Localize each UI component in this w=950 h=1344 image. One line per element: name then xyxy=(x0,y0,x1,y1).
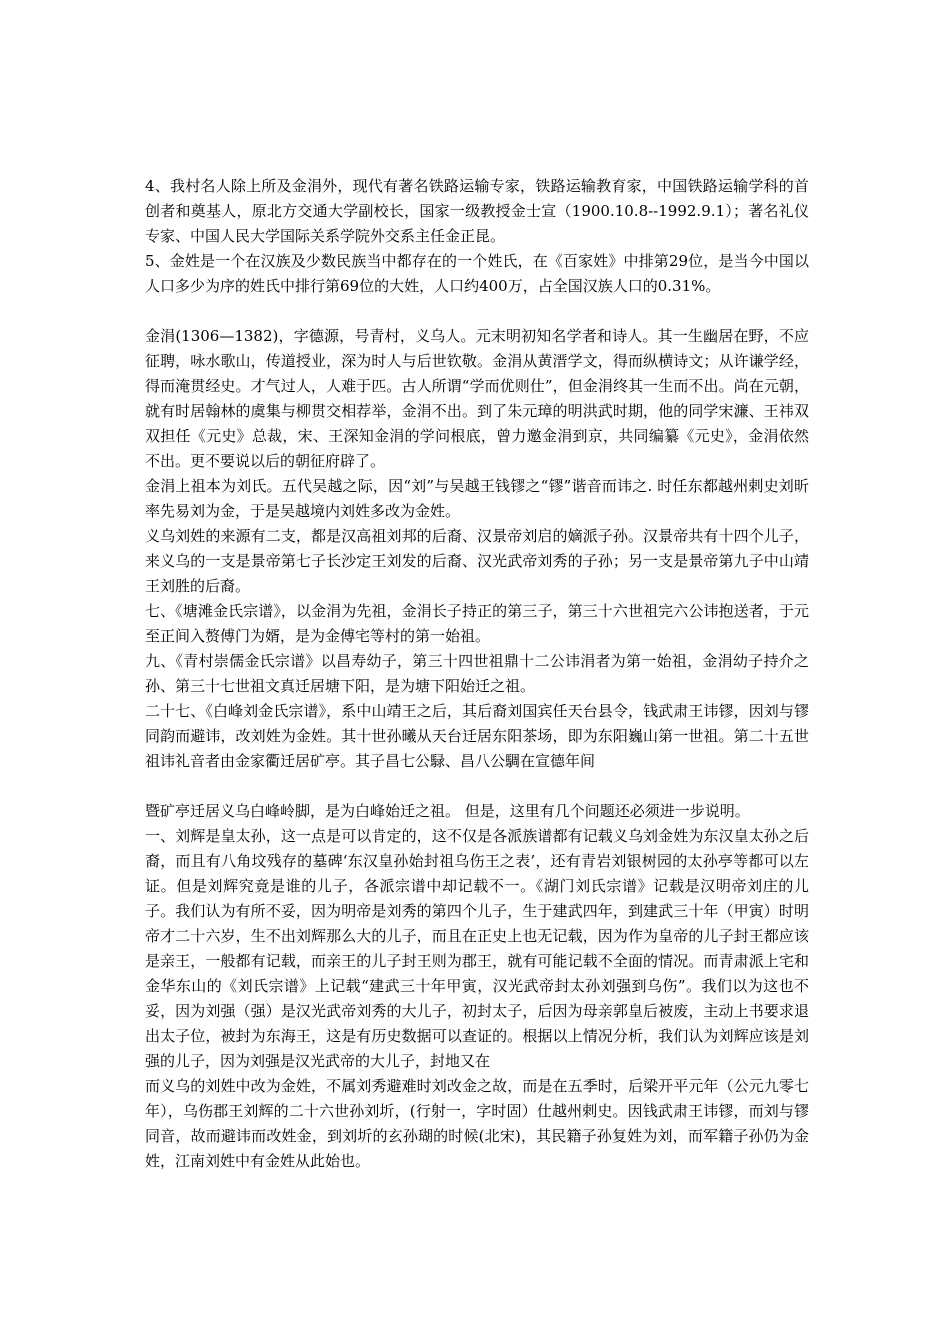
paragraph-surname-change: 而义乌的刘姓中改为金姓，不属刘秀避难时刘改金之故，而是在五季时，后梁开平元年（公元九零七年），乌伤郡王刘辉的二十六世孙刘圻，(行射一，字时固）仕越州剌史。因钱武肃王讳镠，而刘与镠同音，故而避讳而改姓金，到刘圻的玄孙瑚的时候(北宋)，其民籍子孙复姓为刘，而军籍子孙仍为金姓，江南刘姓中有金姓从此始也。 xyxy=(145,1077,809,1170)
paragraph-baifeng-genealogy: 二十七、《白峰刘金氏宗谱》，系中山靖王之后，其后裔刘国宾任天台县令，钱武肃王讳镠，因刘与镠同韵而避讳，改刘姓为金姓。其十世孙曦从天台迁居东阳茶场，即为东阳巍山第一世祖。第二十五世祖讳礼音者由金家衢迁居矿亭。其子昌七公騄、昌八公騆在宣德年间 xyxy=(145,702,809,770)
paragraph-famous-people: 4、我村名人除上所及金涓外，现代有著名铁路运输专家，铁路运输教育家，中国铁路运输学科的首创者和奠基人，原北方交通大学副校长，国家一级教授金士宣（1900.10.8--1992.9.1）；著名礼仪专家、中国人民大学国际关系学院外交系主任金正昆。 xyxy=(145,177,809,245)
paragraph-tangtan-genealogy: 七、《塘滩金氏宗谱》，以金涓为先祖，金涓长子持正的第三子，第三十六世祖完六公讳抱送者，于元至正间入赘傅门为婿，是为金傅宅等村的第一始祖。 xyxy=(145,602,809,645)
paragraph-liu-hui-analysis: 一、刘辉是皇太孙，这一点是可以肯定的，这不仅是各派族谱都有记载义乌刘金姓为东汉皇太孙之后裔，而且有八角坟残存的墓碑‘东汉皇孙始封祖乌伤王之表’，还有青岩刘银树园的太孙亭等都可以左证。但是刘辉究竟是谁的儿子，各派宗谱中却记载不一。《湖门刘氏宗谱》记载是汉明帝刘庄的儿子。我们认为有所不妥，因为明帝是刘秀的第四个儿子，生于建武四年，到建武三十年（甲寅）时明帝才二十六岁，生不出刘辉那么大的儿子，而且在正史上也无记载，因为作为皇帝的儿子封王都应该是亲王，一般都有记载，而亲王的儿子封王则为郡王，就有可能记载不全面的情况。而青肃派上宅和金华东山的《刘氏宗谱》上记载“建武三十年甲寅，汉光武帝封太孙刘强到乌伤”。我们以为这也不妥，因为刘强（强）是汉光武帝刘秀的大儿子，初封太子，后因为母亲郭皇后被废，主动上书要求退出太子位，被封为东海王，这是有历史数据可以查证的。根据以上情况分析，我们认为刘辉应该是刘强的儿子，因为刘强是汉光武帝的大儿子，封地又在 xyxy=(145,827,809,1070)
paragraph-jin-juan-ancestry: 金涓上祖本为刘氏。五代吴越之际，因“刘”与吴越王钱镠之“镠”谐音而讳之. 时任东都越州剌史刘昕率先易刘为金，于是吴越境内刘姓多改为金姓。 xyxy=(145,477,809,520)
paragraph-baifeng-migration: 暨矿亭迁居义乌白峰岭脚，是为白峰始迁之祖。 但是，这里有几个问题还必须进一步说明。 xyxy=(145,802,750,820)
paragraph-qingcun-genealogy: 九、《青村崇儒金氏宗谱》以昌寿幼子，第三十四世祖鼎十二公讳涓者为第一始祖，金涓幼子持介之孙、第三十七世祖文真迁居塘下阳，是为塘下阳始迁之祖。 xyxy=(145,652,809,695)
paragraph-spacer xyxy=(145,299,809,324)
paragraph-spacer xyxy=(145,774,809,799)
paragraph-jin-surname: 5、金姓是一个在汉族及少数民族当中都存在的一个姓氏，在《百家姓》中排第29位，是当今中国以人口多少为序的姓氏中排行第69位的大姓，人口约400万，占全国汉族人口的0.31%。 xyxy=(145,252,809,295)
document-body xyxy=(145,174,809,1174)
paragraph-jin-juan-biography: 金涓(1306—1382)，字德源，号青村，义乌人。元末明初知名学者和诗人。其一生幽居在野，不应征聘，咏水歌山，传道授业，深为时人与后世钦敬。金涓从黄溍学文，得而纵横诗文；从许谦学经，得而淹贯经史。才气过人，人难于匹。古人所谓“学而优则仕”，但金涓终其一生而不出。尚在元朝，就有时居翰林的虞集与柳贯交相荐举，金涓不出。到了朱元璋的明洪武时期，他的同学宋濂、王祎双双担任《元史》总裁，宋、王深知金涓的学问根底，曾力邀金涓到京，共同编纂《元史》，金涓依然不出。更不要说以后的朝征府辟了。 xyxy=(145,327,809,470)
paragraph-yiwu-liu-origin: 义乌刘姓的来源有二支，都是汉高祖刘邦的后裔、汉景帝刘启的嫡派子孙。汉景帝共有十四个儿子，来义乌的一支是景帝第七子长沙定王刘发的后裔、汉光武帝刘秀的子孙；另一支是景帝第九子中山靖王刘胜的后裔。 xyxy=(145,527,809,595)
